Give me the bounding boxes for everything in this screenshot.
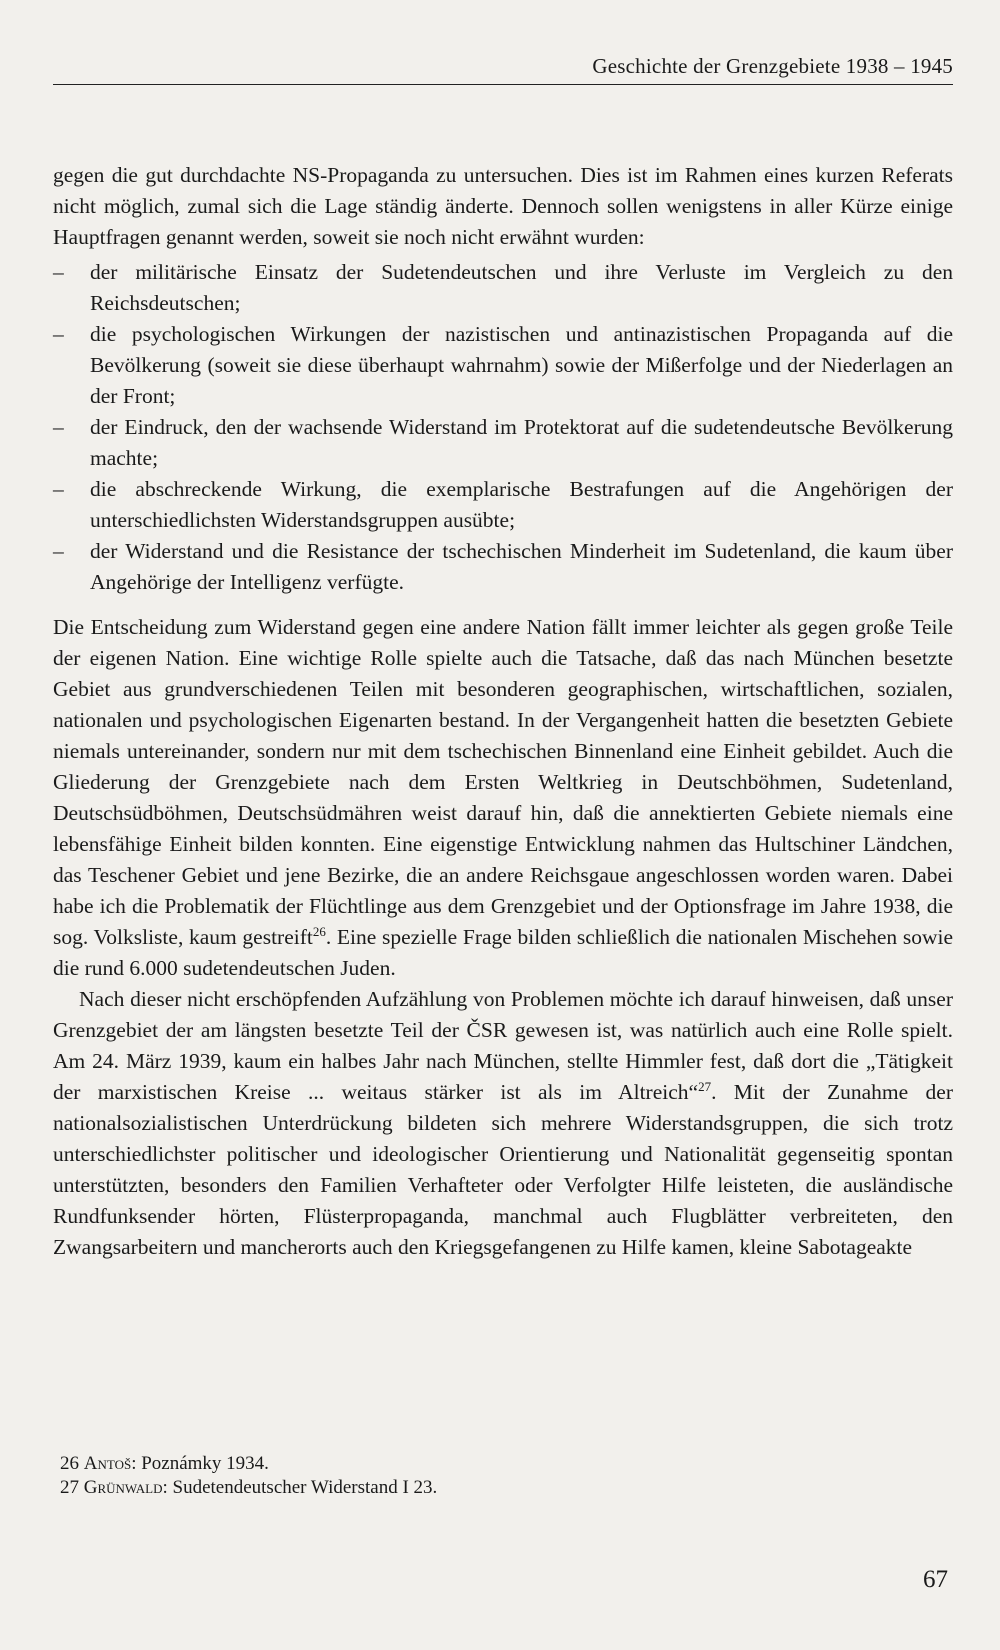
footnote-text: : Sudetendeutscher Widerstand I 23. [162, 1477, 438, 1498]
paragraph-text: . Mit der Zunahme der nationalsozialistischen Unterdrückung bildeten sich mehrere Widerstandsgruppen, die sich trotz unterschiedlichster politischer und ideologischer Orientierung und Nationalität gegenseitig spontan unterstützten, besonders den Familien Verhafteter oder Verfolgter Hilfe leisteten, die ausländische Rundfunksender hörten, Flüsterpropaganda, manchmal auch Flugblätter verbreiteten, den Zwangsarbeitern und mancherorts auch den Kriegsgefangenen zu Hilfe kamen, kleine Sabotageakte [53, 1080, 953, 1259]
list-item [53, 319, 953, 412]
footnote-author: Grünwald [83, 1477, 163, 1498]
footnote-author: Antoš [83, 1453, 132, 1474]
dash-bullet: – [53, 539, 64, 563]
running-header: Geschichte der Grenzgebiete 1938 – 1945 [592, 54, 953, 78]
paragraph-text: Die Entscheidung zum Widerstand gegen eine andere Nation fällt immer leichter als gegen große Teile der eigenen Nation. Eine wichtige Rolle spielte auch die Tatsache, daß das nach München besetzte Gebiet aus grundverschiedenen Teilen mit besonderen geographischen, wirtschaftlichen, sozialen, nationalen und psychologischen Eigenarten bestand. In der Vergangenheit hatten die besetzten Gebiete niemals untereinander, sondern nur mit dem tschechischen Binnenland eine Einheit gebildet. Auch die Gliederung der Grenzgebiete nach dem Ersten Weltkrieg in Deutschböhmen, Sudetenland, Deutschsüdböhmen, Deutschsüdmähren weist darauf hin, daß die annektierten Gebiete niemals eine lebensfähige Einheit bilden konnten. Eine eigenstige Entwicklung nahmen das Hultschiner Ländchen, das Teschener Gebiet und jene Bezirke, die an andere Reichsgaue angeschlossen worden waren. Dabei habe ich die Problematik der Flüchtlinge aus dem Grenzgebiet und der Optionsfrage im Jahre 1938, die sog. Volksliste, kaum gestreift [53, 615, 953, 949]
dash-bullet: – [53, 477, 64, 501]
list-item-text: der militärische Einsatz der Sudetendeutschen und ihre Verluste im Vergleich zu den Reichsdeutschen; [90, 260, 953, 315]
problem-list [53, 257, 953, 598]
footnote-text: : Poznámky 1934. [131, 1453, 269, 1474]
footnote-ref-26: 26 [312, 924, 326, 939]
list-item [53, 257, 953, 319]
list-item-text: die abschreckende Wirkung, die exemplarische Bestrafungen auf die Angehörigen der unterschiedlichsten Widerstandsgruppen ausübte; [90, 477, 953, 532]
list-item [53, 474, 953, 536]
body-text [53, 160, 953, 1263]
footnote-number: 26 [60, 1453, 79, 1474]
footnote-number: 27 [60, 1477, 79, 1498]
list-item-text: der Widerstand und die Resistance der tschechischen Minderheit im Sudetenland, die kaum über Angehörige der Intelligenz verfügte. [90, 539, 953, 594]
dash-bullet: – [53, 415, 64, 439]
page-number: 67 [923, 1566, 948, 1593]
dash-bullet: – [53, 260, 64, 284]
paragraph-intro: gegen die gut durchdachte NS-Propaganda zu untersuchen. Dies ist im Rahmen eines kurzen Referats nicht möglich, zumal sich die Lage ständig änderte. Dennoch sollen wenigstens in aller Kürze einige Hauptfragen genannt werden, soweit sie noch nicht erwähnt wurden: [53, 163, 953, 249]
footnote-26 [60, 1452, 940, 1476]
list-item-text: der Eindruck, den der wachsende Widerstand im Protektorat auf die sudetendeutsche Bevölkerung machte; [90, 415, 953, 470]
paragraph-nation [53, 612, 953, 984]
header-rule [53, 84, 953, 85]
list-item [53, 412, 953, 474]
paragraph-resistance [53, 984, 953, 1263]
list-item-text: die psychologischen Wirkungen der nazistischen und antinazistischen Propaganda auf die Bevölkerung (soweit sie diese überhaupt wahrnahm) sowie der Mißerfolge und der Niederlagen an der Front; [90, 322, 953, 408]
footnotes [60, 1452, 940, 1500]
list-item [53, 536, 953, 598]
footnote-ref-27: 27 [698, 1079, 712, 1094]
paragraph-text: . Eine spezielle Frage bilden schließlich die nationalen Mischehen sowie die rund 6.000 sudetendeutschen Juden. [53, 925, 953, 980]
footnote-27 [60, 1476, 940, 1500]
dash-bullet: – [53, 322, 64, 346]
paragraph-text: Nach dieser nicht erschöpfenden Aufzählung von Problemen möchte ich darauf hinweisen, daß unser Grenzgebiet der am längsten besetzte Teil der ČSR gewesen ist, was natürlich auch eine Rolle spielt. Am 24. März 1939, kaum ein halbes Jahr nach München, stellte Himmler fest, daß dort die „Tätigkeit der marxistischen Kreise ... weitaus stärker ist als im Altreich“ [53, 987, 953, 1104]
